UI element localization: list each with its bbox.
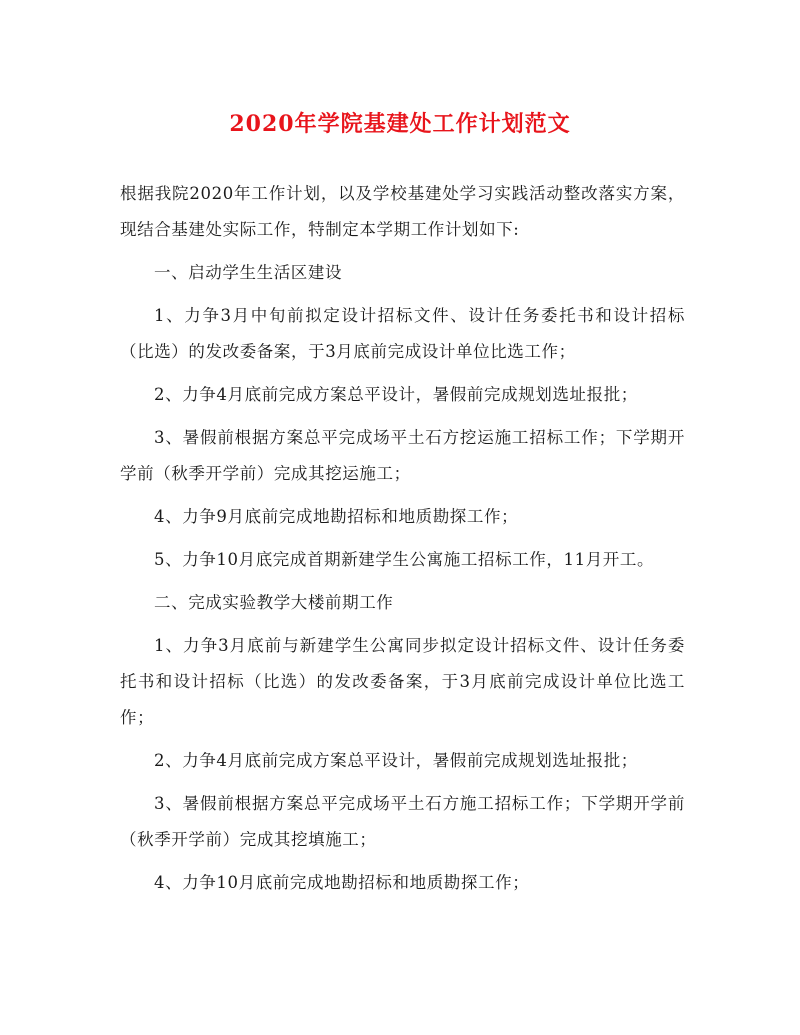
document-body [120,176,685,901]
paragraph-1-3: 3、暑假前根据方案总平完成场平土石方挖运施工招标工作；下学期开学前（秋季开学前）完成其挖运施工； [120,428,685,483]
paragraph-1-1: 1、力争3月中旬前拟定设计招标文件、设计任务委托书和设计招标（比选）的发改委备案，于3月底前完成设计单位比选工作； [120,306,685,361]
paragraph-1-5: 5、力争10月底完成首期新建学生公寓施工招标工作，11月开工。 [154,550,655,569]
section-heading-2: 二、完成实验教学大楼前期工作 [154,593,394,612]
paragraph-2-3: 3、暑假前根据方案总平完成场平土石方施工招标工作；下学期开学前（秋季开学前）完成其挖填施工； [120,794,685,849]
intro-paragraph: 根据我院2020年工作计划，以及学校基建处学习实践活动整改落实方案，现结合基建处实际工作，特制定本学期工作计划如下: [120,184,685,239]
paragraph-1-4: 4、力争9月底前完成地勘招标和地质勘探工作； [154,507,519,526]
paragraph-1-2: 2、力争4月底前完成方案总平设计，暑假前完成规划选址报批； [154,385,638,404]
paragraph-2-1: 1、力争3月底前与新建学生公寓同步拟定设计招标文件、设计任务委托书和设计招标（比选）的发改委备案，于3月底前完成设计单位比选工作； [120,636,685,727]
paragraph-2-4: 4、力争10月底前完成地勘招标和地质勘探工作； [154,873,530,892]
section-heading-1: 一、启动学生生活区建设 [154,263,343,282]
document-title: 2020年学院基建处工作计划范文 [229,111,571,137]
paragraph-2-2: 2、力争4月底前完成方案总平设计，暑假前完成规划选址报批； [154,751,638,770]
